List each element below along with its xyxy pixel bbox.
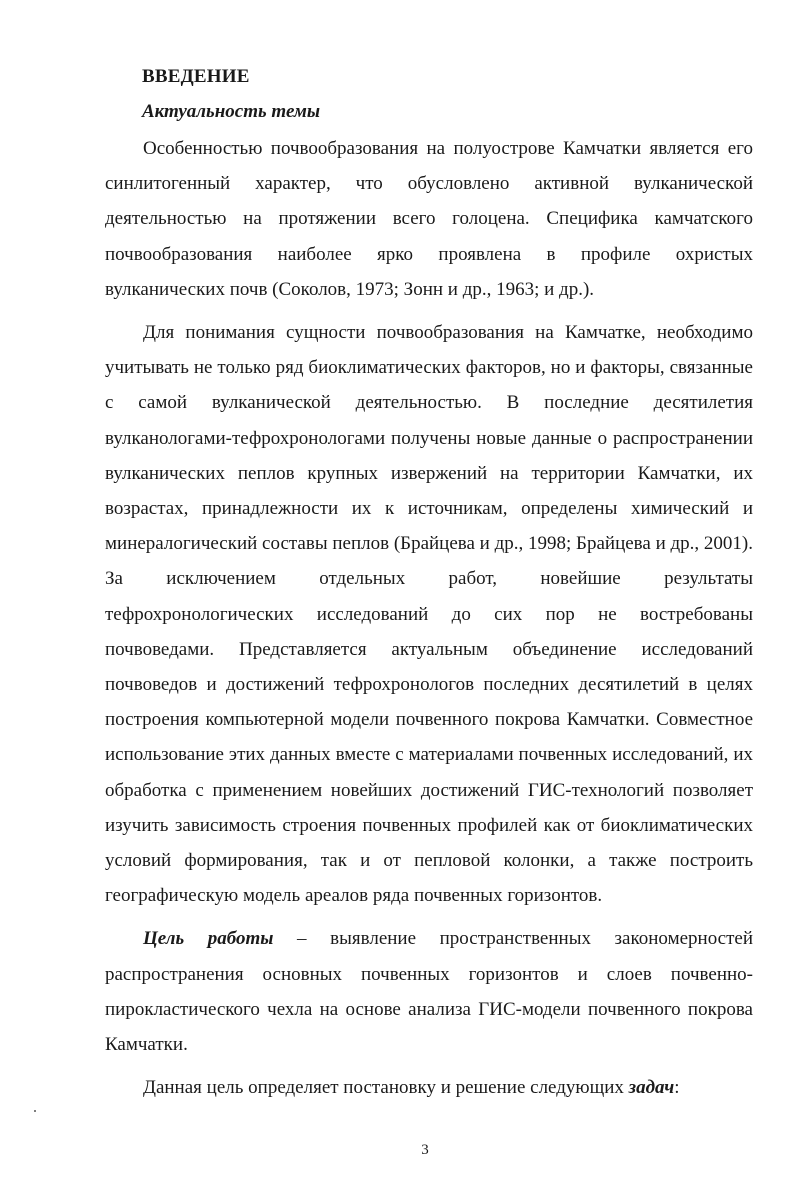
paragraph-relevance-2: Для понимания сущности почвообразования на Камчатке, необходимо учитывать не только ряд биоклиматических факторов, но и факторы, связанные с самой вулканической деятельностью. В последние десятилетия вулканологами-тефрохронологами получены новые данные о распространении вулканических пеплов крупных извержений на территории Камчатки, их возрастах, принадлежности их к источникам, определены химический и минералогический составы пеплов (Брайцева и др., 1998; Брайцева и др., 2001). За исключением отдельных работ, новейшие результаты тефрохронологических исследований до сих пор не востребованы почвоведами. Представляется актуальным объединение исследований почвоведов и достижений тефрохронологов последних десятилетий в целях построения компьютерной модели почвенного покрова Камчатки. Совместное использование этих данных вместе с материалами почвенных исследований, их обработка с применением новейших достижений ГИС-технологий позволяет изучить зависимость строения почвенных профилей как от биоклиматических условий формирования, так и от пепловой колонки, а также построить географическую модель ареалов ряда почвенных горизонтов. — [105, 322, 753, 907]
goal-term: Цель работы — [143, 928, 274, 950]
tasks-term: задач — [628, 1077, 675, 1099]
tasks-colon: : — [674, 1077, 680, 1099]
body-text — [105, 131, 753, 1105]
tasks-intro-text: Данная цель определяет постановку и решение следующих — [143, 1077, 629, 1099]
paragraph-relevance-1: Особенностью почвообразования на полуострове Камчатки является его синлитогенный характер, что обусловлено активной вулканической деятельностью на протяжении всего голоцена. Специфика камчатского почвообразования наиболее ярко проявлена в профиле охристых вулканических почв (Соколов, 1973; Зонн и др., 1963; и др.). — [105, 138, 753, 300]
page-number: 3 — [421, 1142, 429, 1158]
paragraph-goal — [105, 921, 753, 1062]
subsection-heading: Актуальность темы — [142, 101, 321, 122]
goal-text: – выявление пространственных закономерностей распространения основных почвенных горизонтов и слоев почвенно-пирокластического чехла на основе анализа ГИС-модели почвенного покрова Камчатки. — [105, 928, 753, 1056]
paragraph-tasks-intro — [105, 1070, 753, 1105]
scan-speck — [34, 1110, 36, 1112]
section-heading: ВВЕДЕНИЕ — [142, 66, 250, 87]
